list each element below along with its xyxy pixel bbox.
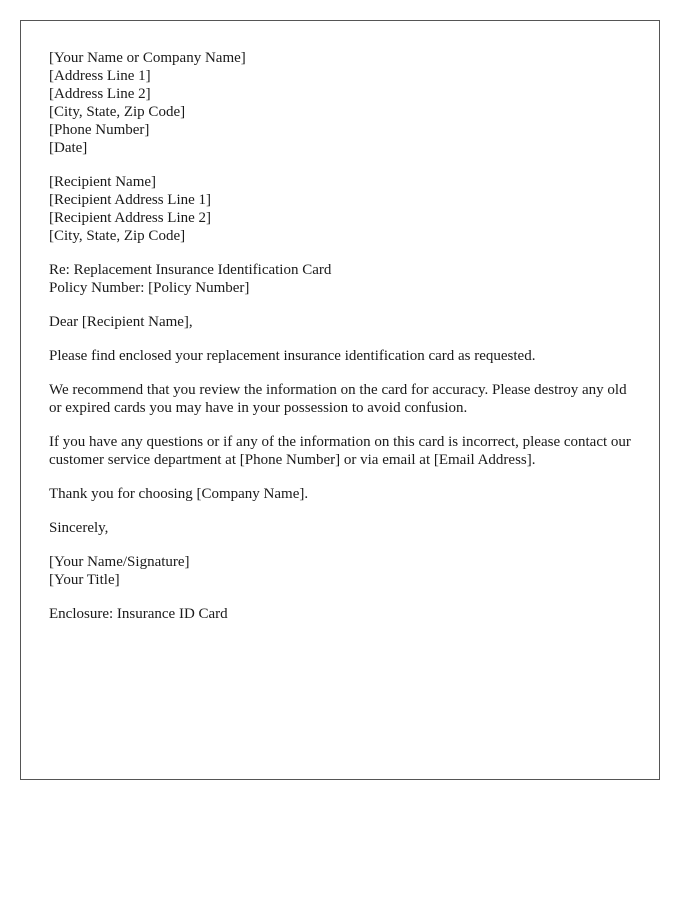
signature-title: [Your Title]	[49, 572, 120, 588]
recipient-city-state-zip: [City, State, Zip Code]	[49, 228, 186, 244]
enclosure-note: Enclosure: Insurance ID Card	[49, 606, 228, 622]
sender-phone: [Phone Number]	[49, 122, 150, 138]
signature-block	[49, 553, 631, 589]
sender-name: [Your Name or Company Name]	[49, 50, 246, 66]
body-paragraph-3: If you have any questions or if any of the information on this card is incorrect, please contact our customer service department at [Phone Number] or via email at [Email Address].	[49, 434, 631, 468]
letter-date: [Date]	[49, 140, 88, 156]
subject-block	[49, 261, 631, 297]
recipient-address-line-2: [Recipient Address Line 2]	[49, 210, 212, 226]
body-paragraph-1: Please find enclosed your replacement insurance identification card as requested.	[49, 348, 536, 364]
subject-line: Re: Replacement Insurance Identification Card	[49, 262, 332, 278]
recipient-address-block	[49, 173, 631, 245]
letter-document	[20, 20, 660, 780]
closing: Sincerely,	[49, 520, 109, 536]
sender-address-block	[49, 49, 631, 157]
body-paragraph-4: Thank you for choosing [Company Name].	[49, 486, 309, 502]
body-paragraph-2: We recommend that you review the information on the card for accuracy. Please destroy any old or expired cards you may have in your possession to avoid confusion.	[49, 382, 627, 416]
recipient-name: [Recipient Name]	[49, 174, 157, 190]
recipient-address-line-1: [Recipient Address Line 1]	[49, 192, 212, 208]
signature-name: [Your Name/Signature]	[49, 554, 190, 570]
sender-address-line-1: [Address Line 1]	[49, 68, 151, 84]
salutation: Dear [Recipient Name],	[49, 314, 193, 330]
sender-city-state-zip: [City, State, Zip Code]	[49, 104, 186, 120]
policy-number-line: Policy Number: [Policy Number]	[49, 280, 250, 296]
sender-address-line-2: [Address Line 2]	[49, 86, 151, 102]
